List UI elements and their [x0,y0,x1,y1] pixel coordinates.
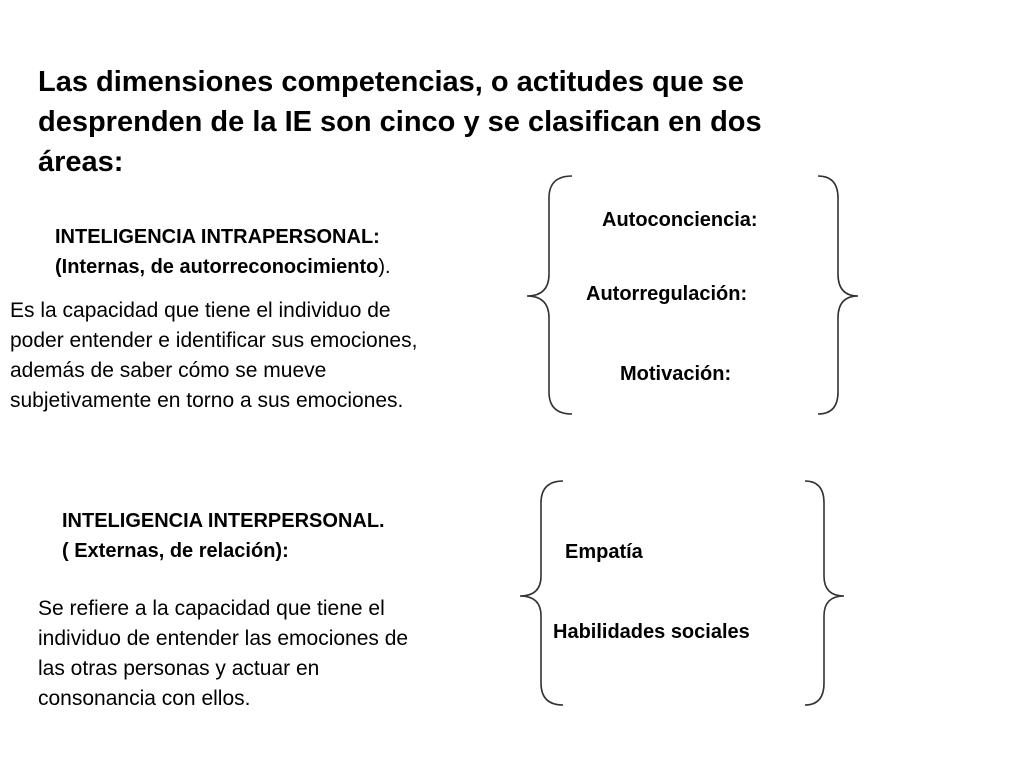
competency-habilidades-sociales: Habilidades sociales [553,621,750,643]
interpersonal-heading [62,506,385,566]
intrapersonal-description [10,296,417,416]
competency-autorregulacion: Autorregulación: [586,283,748,305]
slide-title-line-2: desprenden de la IE son cinco y se clasifican en dos [38,106,762,138]
competency-empatia: Empatía [565,541,643,563]
competency-motivacion: Motivación: [620,363,732,385]
intrapersonal-heading [55,222,391,282]
intrapersonal-heading-line-1: INTELIGENCIA INTRAPERSONAL: [55,226,380,248]
intrapersonal-description-line: poder entender e identificar sus emociones, [10,329,418,352]
interpersonal-description-line: Se refiere a la capacidad que tiene el [38,597,385,620]
intrapersonal-heading-line-2 [55,252,391,282]
interpersonal-description [38,594,408,714]
interpersonal-description-line: las otras personas y actuar en [38,657,320,680]
slide-title-line-3: áreas: [38,146,124,178]
slide-title [38,62,938,182]
competency-autoconciencia: Autoconciencia: [602,209,758,231]
interpersonal-heading-line-1: INTELIGENCIA INTERPERSONAL. [62,510,385,532]
slide-title-line-1: Las dimensiones competencias, o actitudes que se [38,66,744,98]
interpersonal-description-line: consonancia con ellos. [38,687,251,710]
interpersonal-heading-line-2: ( Externas, de relación): [62,540,289,562]
intrapersonal-heading-closing: ). [378,256,391,278]
intrapersonal-right-brace [818,176,858,414]
intrapersonal-left-brace [527,176,572,414]
intrapersonal-description-line: Es la capacidad que tiene el individuo de [10,299,391,322]
interpersonal-left-brace [520,481,563,705]
intrapersonal-heading-subtitle: (Internas, de autorreconocimiento [55,256,379,278]
interpersonal-description-line: individuo de entender las emociones de [38,627,409,650]
intrapersonal-description-line: además de saber cómo se mueve [10,359,327,382]
interpersonal-right-brace [805,481,844,705]
intrapersonal-description-line: subjetivamente en torno a sus emociones. [10,389,404,412]
